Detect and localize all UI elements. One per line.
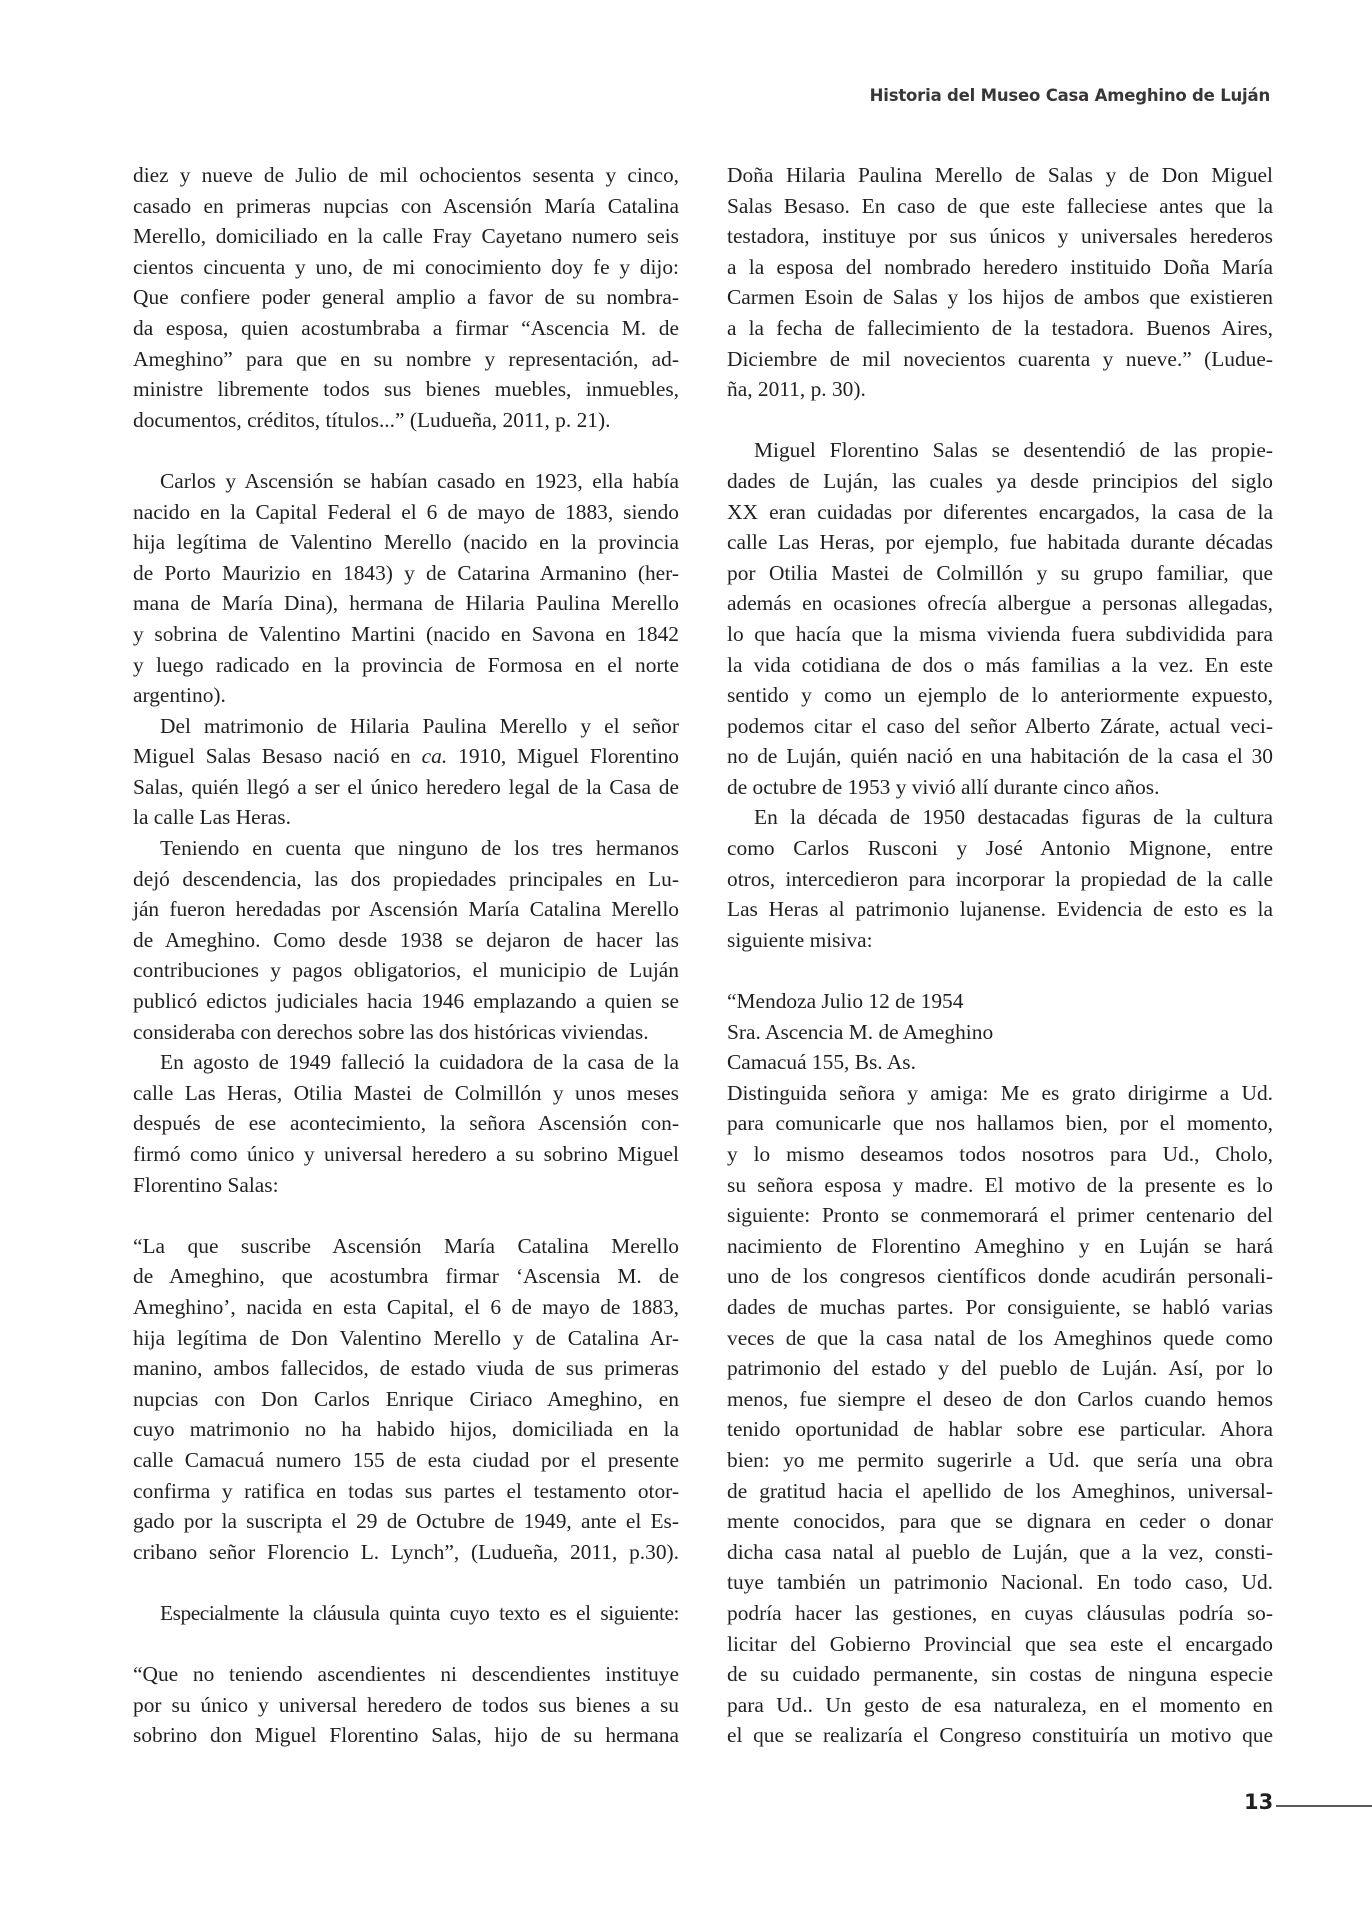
text-line: su señora esposa y madre. El motivo de la presente es lo [727, 1172, 1273, 1197]
text-line: nacido en la Capital Federal el 6 de mayo de 1883, siendo [133, 499, 679, 524]
left-column [133, 160, 679, 1751]
text-line: diez y nueve de Julio de mil ochocientos sesenta y cinco, [133, 163, 679, 187]
text-line: Teniendo en cuenta que ninguno de los tres hermanos [160, 836, 679, 861]
text-line: dades de muchas partes. Por consiguiente, se habló varias [727, 1294, 1273, 1319]
text-line: siguiente misiva: [727, 927, 873, 952]
text-line: después de ese acontecimiento, la señora Ascensión con- [133, 1111, 679, 1136]
text-line: hija legítima de Valentino Merello (nacido en la provincia [133, 530, 679, 555]
text-line: gado por la suscripta el 29 de Octubre de 1949, ante el Es- [133, 1509, 679, 1534]
text-fragment: Miguel Salas Besaso nació en [133, 744, 422, 769]
text-line: la calle Las Heras. [133, 805, 291, 830]
text-line: veces de que la casa natal de los Ameghinos quede como [727, 1325, 1273, 1350]
text-line: consideraba con derechos sobre las dos históricas viviendas. [133, 1019, 649, 1044]
text-line: patrimonio del estado y del pueblo de Luján. Así, por lo [727, 1356, 1273, 1381]
text-line: el que se realizaría el Congreso constituiría un motivo que [727, 1723, 1273, 1748]
paragraph-spacer [133, 435, 679, 466]
text-line: de su cuidado permanente, sin costas de ninguna especie [727, 1662, 1273, 1687]
paragraph-1950s-culture [727, 802, 1273, 955]
text-line: y luego radicado en la provincia de Formosa en el norte [133, 652, 679, 677]
text-line: como Carlos Rusconi y José Antonio Mignone, entre [727, 836, 1273, 861]
text-line: confirma y ratifica en todas sus partes el testamento otor- [133, 1478, 679, 1503]
text-line: cribano señor Florencio L. Lynch”, (Ludueña, 2011, p.30). [133, 1539, 679, 1564]
blockquote-fifth-clause [133, 1659, 679, 1751]
text-line: Ameghino’, nacida en esta Capital, el 6 de mayo de 1883, [133, 1294, 679, 1319]
paragraph-power-of-attorney-quote [133, 160, 679, 435]
text-line: otros, intercedieron para incorporar la propiedad de la calle [727, 866, 1273, 891]
text-line: de gratitud hacia el apellido de los Ameghinos, universal- [727, 1478, 1273, 1503]
text-line: Salas Besaso. En caso de que este falleciese antes que la [727, 193, 1273, 218]
text-line: para Ud.. Un gesto de esa naturaleza, en el momento en [727, 1692, 1273, 1717]
paragraph-marriage [133, 466, 679, 711]
paragraph-heir-birth [133, 711, 679, 833]
text-line: ján fueron heredadas por Ascensión María Catalina Merello [133, 897, 679, 922]
text-line: por su único y universal heredero de todos sus bienes a su [133, 1692, 679, 1717]
paragraph-spacer [727, 405, 1273, 436]
letter-recipient-line: Sra. Ascencia M. de Ameghino [727, 1019, 994, 1044]
text-line: cuyo matrimonio no ha habido hijos, domiciliada en la [133, 1417, 679, 1442]
text-line: Merello, domiciliado en la calle Fray Cayetano numero seis [133, 224, 679, 249]
text-line: mana de María Dina), hermana de Hilaria Paulina Merello [133, 591, 679, 616]
text-line: calle Camacuá numero 155 de esta ciudad por el presente [133, 1447, 679, 1472]
text-fragment: 1910, Miguel Florentino [447, 744, 680, 769]
text-line: a la esposa del nombrado heredero instituido Doña María [727, 254, 1273, 279]
text-line: siguiente: Pronto se conmemorará el primer centenario del [727, 1203, 1273, 1228]
text-line: calle Las Heras, por ejemplo, fue habitada durante décadas [727, 530, 1273, 555]
text-line: mente conocidos, para que se dignara en ceder o donar [727, 1509, 1273, 1534]
text-line: hija legítima de Don Valentino Merello y de Catalina Ar- [133, 1325, 679, 1350]
text-line: Ameghino” para que en su nombre y representación, ad- [133, 346, 679, 371]
text-line: y lo mismo deseamos todos nosotros para Ud., Cholo, [727, 1142, 1273, 1166]
text-line: dades de Luján, las cuales ya desde principios del siglo [727, 468, 1273, 493]
letter-heading [727, 986, 1273, 1078]
text-line: argentino). [133, 683, 226, 708]
text-line: de Ameghino, que acostumbra firmar ‘Ascensia M. de [133, 1264, 679, 1289]
text-line [133, 741, 679, 772]
text-line: Salas, quién llegó a ser el único heredero legal de la Casa de [133, 774, 679, 799]
text-line: para comunicarle que nos hallamos bien, por el momento, [727, 1111, 1273, 1136]
text-line: “Que no teniendo ascendientes ni descendientes instituye [133, 1662, 679, 1687]
running-header-title: Historia del Museo Casa Ameghino de Luján [869, 86, 1270, 105]
text-line: XX eran cuidadas por diferentes encargados, la casa de la [727, 499, 1273, 524]
paragraph-spacer [133, 1567, 679, 1598]
paragraph-caretaker-death [133, 1047, 679, 1200]
text-line: manino, ambos fallecidos, de estado viuda de sus primeras [133, 1356, 679, 1381]
paragraph-spacer [727, 955, 1273, 986]
text-line: Miguel Florentino Salas se desentendió de las propie- [754, 438, 1273, 463]
text-line: podemos citar el caso del señor Alberto Zárate, actual veci- [727, 713, 1273, 738]
blockquote-testament-confirmation [133, 1231, 679, 1568]
text-line: Florentino Salas: [133, 1172, 279, 1197]
blockquote-fifth-clause-continued [727, 160, 1273, 405]
paragraph-spacer [133, 1629, 679, 1660]
text-line: Carlos y Ascensión se habían casado en 1923, ella había [160, 468, 679, 493]
text-line: sentido y como un ejemplo de lo anteriormente expuesto, [727, 683, 1273, 708]
text-line: bien: yo me permito sugerirle a Ud. que sería una obra [727, 1447, 1273, 1472]
text-line: a la fecha de fallecimiento de la testadora. Buenos Aires, [727, 315, 1273, 340]
text-line: licitar del Gobierno Provincial que sea este el encargado [727, 1631, 1273, 1656]
letter-address-line: Camacuá 155, Bs. As. [727, 1050, 916, 1075]
letter-date-line: “Mendoza Julio 12 de 1954 [727, 989, 964, 1014]
paragraph-inheritance [133, 833, 679, 1047]
text-line: dejó descendencia, las dos propiedades principales en Lu- [133, 866, 679, 891]
text-line: Doña Hilaria Paulina Merello de Salas y de Don Miguel [727, 163, 1273, 187]
text-line: publicó edictos judiciales hacia 1946 emplazando a quien se [133, 989, 679, 1014]
right-column [727, 160, 1273, 1751]
text-line: En agosto de 1949 falleció la cuidadora de la casa de la [160, 1050, 679, 1075]
text-line: lo que hacía que la misma vivienda fuera subdividida para [727, 621, 1273, 646]
text-line: contribuciones y pagos obligatorios, el municipio de Luján [133, 958, 679, 983]
paragraph-spacer [133, 1200, 679, 1231]
text-line: dicha casa natal al pueblo de Luján, que a la vez, consti- [727, 1539, 1273, 1564]
text-line: firmó como único y universal heredero a su sobrino Miguel [133, 1142, 679, 1166]
text-line: de octubre de 1953 y vivió allí durante cinco años. [727, 774, 1160, 799]
text-line: tenido oportunidad de hablar sobre ese particular. Ahora [727, 1417, 1273, 1442]
text-line: ña, 2011, p. 30). [727, 377, 866, 402]
text-line: de Ameghino. Como desde 1938 se dejaron de hacer las [133, 927, 679, 952]
text-line: la vida cotidiana de dos o más familias a la vez. En este [727, 652, 1273, 677]
text-line: En la década de 1950 destacadas figuras de la cultura [754, 805, 1273, 830]
text-line: ministre libremente todos sus bienes muebles, inmuebles, [133, 377, 679, 402]
page-number: 13 [1244, 1790, 1274, 1814]
text-line: Del matrimonio de Hilaria Paulina Merello y el señor [160, 713, 679, 738]
text-line: podría hacer las gestiones, en cuyas cláusulas podría so- [727, 1600, 1273, 1625]
text-line: testadora, instituye por sus únicos y universales herederos [727, 224, 1273, 249]
text-line: “La que suscribe Ascensión María Catalina Merello [133, 1233, 679, 1258]
text-line: no de Luján, quién nació en una habitación de la casa el 30 [727, 744, 1273, 769]
text-line: sobrino don Miguel Florentino Salas, hijo de su hermana [133, 1723, 679, 1748]
text-line: además en ocasiones ofrecía albergue a personas allegadas, [727, 591, 1273, 616]
paragraph-fifth-clause-intro: Especialmente la cláusula quinta cuyo texto es el siguiente: [160, 1600, 679, 1625]
text-line: da esposa, quien acostumbraba a firmar “Ascencia M. de [133, 315, 679, 340]
text-line: casado en primeras nupcias con Ascensión María Catalina [133, 193, 679, 218]
text-line: nupcias con Don Carlos Enrique Ciriaco Ameghino, en [133, 1386, 679, 1411]
text-line: y sobrina de Valentino Martini (nacido en Savona en 1842 [133, 621, 679, 646]
text-line: calle Las Heras, Otilia Mastei de Colmillón y unos meses [133, 1080, 679, 1105]
footer-rule-divider [1276, 1805, 1372, 1807]
text-line: de Porto Maurizio en 1843) y de Catarina Armanino (her- [133, 560, 679, 585]
text-line: menos, fue siempre el deseo de don Carlos cuando hemos [727, 1386, 1273, 1411]
letter-body [727, 1078, 1273, 1751]
text-line: uno de los congresos científicos donde acudirán personali- [727, 1264, 1273, 1289]
text-line: tuye también un patrimonio Nacional. En todo caso, Ud. [727, 1570, 1273, 1595]
text-line: Las Heras al patrimonio lujanense. Evidencia de esto es la [727, 897, 1273, 922]
text-line: cientos cincuenta y uno, de mi conocimiento doy fe y dijo: [133, 254, 679, 279]
text-line: Que confiere poder general amplio a favor de su nombra- [133, 285, 679, 310]
text-line: documentos, créditos, títulos...” (Ludueña, 2011, p. 21). [133, 407, 611, 432]
paragraph-properties-neglect [727, 435, 1273, 802]
text-line: nacimiento de Florentino Ameghino y en Luján se hará [727, 1233, 1273, 1258]
text-line: Diciembre de mil novecientos cuarenta y nueve.” (Ludue- [727, 346, 1273, 371]
text-line: por Otilia Mastei de Colmillón y su grupo familiar, que [727, 560, 1273, 585]
text-line: Distinguida señora y amiga: Me es grato dirigirme a Ud. [727, 1080, 1273, 1105]
italic-abbreviation: ca. [421, 744, 448, 769]
text-line: Carmen Esoin de Salas y los hijos de ambos que existieren [727, 285, 1273, 310]
